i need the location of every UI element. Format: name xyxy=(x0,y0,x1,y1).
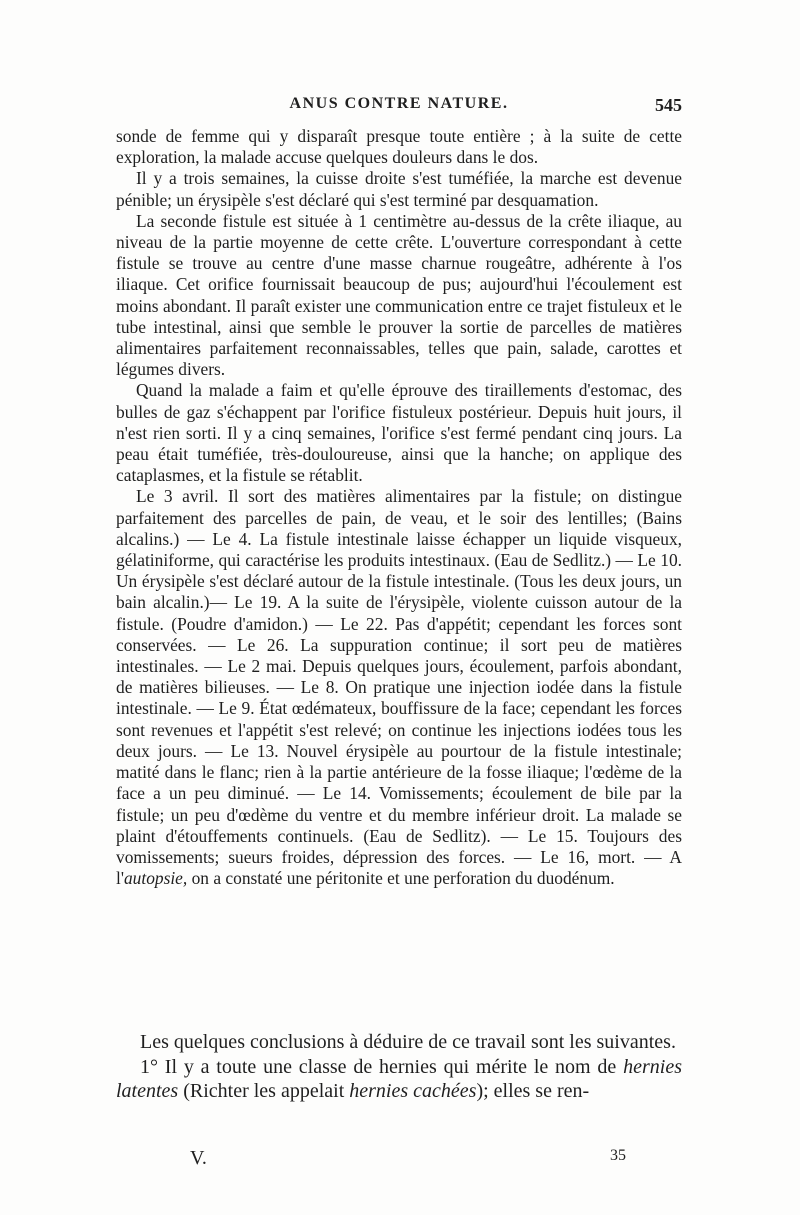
conclusions-section xyxy=(116,1030,682,1104)
paragraph: Il y a trois semaines, la cuisse droite s'est tuméfiée, la marche est devenue pénible; un érysipèle s'est déclaré qui s'est terminé par desquamation. xyxy=(116,168,682,210)
conclusions-intro: Les quelques conclusions à déduire de ce travail sont les suivantes. xyxy=(140,1031,676,1053)
italic-term: autopsie, xyxy=(123,868,188,889)
italic-term: hernies cachées xyxy=(349,1080,477,1102)
signature-mark: V. xyxy=(190,1147,207,1169)
conclusion-text: (Richter les appelait xyxy=(178,1080,350,1102)
running-head xyxy=(116,95,682,121)
conclusion-text: ); elles se ren- xyxy=(476,1080,590,1102)
paragraph-text: on a constaté une péritonite et une perforation du duodénum. xyxy=(187,868,615,889)
running-title: ANUS CONTRE NATURE. xyxy=(289,95,509,112)
conclusion-text: 1° Il y a toute une classe de hernies qui mérite le nom de xyxy=(140,1055,624,1078)
conclusion-item-1 xyxy=(116,1055,682,1104)
case-report-text xyxy=(116,126,682,889)
sheet-number: 35 xyxy=(610,1147,626,1164)
paragraph: La seconde fistule est située à 1 centimètre au-dessus de la crête iliaque, au niveau de la partie moyenne de cette crête. L'ouverture correspondant à cette fistule se trouve au centre d'une masse charnue rougeâtre, adhérente à l'os iliaque. Cet orifice fournissait beaucoup de pus; aujourd'hui l'écoulement est moins abondant. Il paraît exister une communication entre ce trajet fistuleux et le tube intestinal, ainsi que semble le prouver la sortie de parcelles de matières alimentaires parfaitement reconnaissables, telles que pain, salade, carottes et légumes divers. xyxy=(116,210,682,380)
paragraph-text: Le 3 avril. Il sort des matières alimentaires par la fistule; on distingue parfaitement des parcelles de pain, de veau, et le soir des lentilles; (Bains alcalins.) — Le 4. La fistule intestinale laisse échapper un liquide visqueux, gélatiniforme, qui caractérise les produits intestinaux. (Eau de Sedlitz.) — Le 10. Un érysipèle s'est déclaré autour de la fistule intestinale. (Tous les deux jours, un bain alcalin.)— Le 19. A la suite de l'érysipèle, violente cuisson autour de la fistule. (Poudre d'amidon.) — Le 22. Pas d'appétit; cependant les forces sont conservées. — Le 26. La suppuration continue; il sort peu de matières intestinales. — Le 2 mai. Depuis quelques jours, écoulement, parfois abondant, de matières bilieuses. — Le 8. On pratique une injection iodée dans la fistule intestinale. — Le 9. État œdémateux, bouffissure de la face; cependant les forces sont revenues et l'appétit s'est relevé; on continue les injections iodées tous les deux jours. — Le 13. Nouvel érysipèle au pourtour de la fistule intestinale; matité dans le flanc; rien à la partie antérieure de la fosse iliaque; l'œdème de la face a un peu diminué. — Le 14. Vomissements; écoulement de bile par la fistule; un peu d'œdème du ventre et du membre inférieur droit. La malade se plaint d'étouffements continuels. (Eau de Sedlitz). — Le 15. Toujours des vomissements; sueurs froides, dépression des forces. — Le 16, mort. — A l' xyxy=(116,486,682,889)
paragraph-daily-log xyxy=(116,486,682,889)
page-footer xyxy=(116,1145,682,1169)
paragraph: sonde de femme qui y disparaît presque toute entière ; à la suite de cette exploration, la malade accuse quelques douleurs dans le dos. xyxy=(116,126,682,168)
italic-term: hernies latentes xyxy=(116,1055,682,1102)
paragraph: Quand la malade a faim et qu'elle éprouve des tiraillements d'estomac, des bulles de gaz s'échappent par l'orifice fistuleux postérieur. Depuis huit jours, il n'est rien sorti. Il y a cinq semaines, l'orifice s'est fermé pendant cinq jours. La peau était tuméfiée, très-douloureuse, ainsi que la hanche; on applique des cataplasmes, et la fistule se rétablit. xyxy=(116,380,682,486)
page-number: 545 xyxy=(655,95,682,115)
